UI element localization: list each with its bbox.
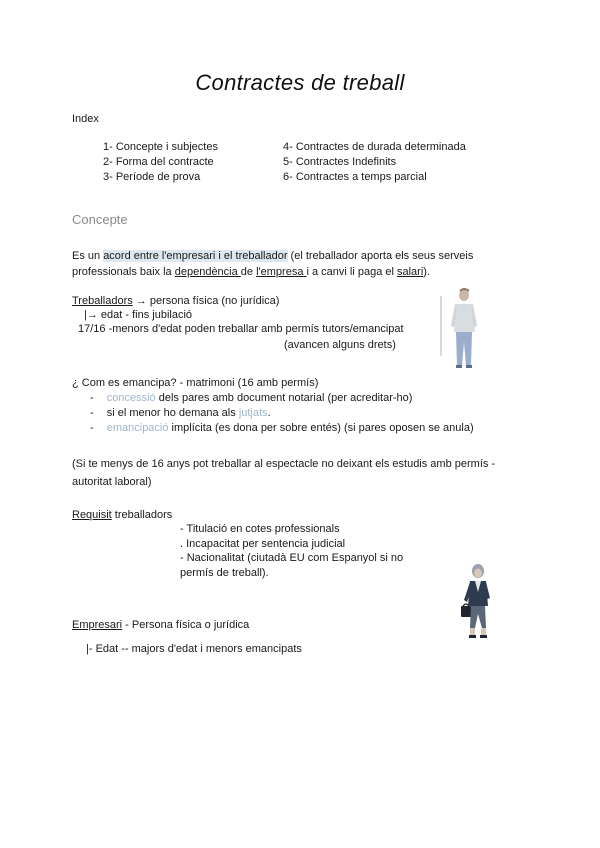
light-text: jutjats bbox=[238, 407, 268, 419]
businesswoman-figure-illustration bbox=[458, 562, 498, 642]
underlined-text: Requisit bbox=[72, 509, 112, 521]
concepte-paragraph-line1 bbox=[72, 249, 473, 263]
man-figure-illustration bbox=[436, 286, 484, 370]
index-label: Index bbox=[72, 113, 99, 125]
index-left-column bbox=[103, 140, 218, 185]
treballadors-line3: 17/16 -menors d'edat poden treballar amb permís tutors/emancipat bbox=[78, 323, 404, 335]
text: implícita (es dona per sobre entés) (si pares oposen se anula) bbox=[168, 422, 474, 434]
text: de bbox=[240, 266, 257, 278]
requisit-label-line bbox=[72, 508, 172, 522]
text: Es un bbox=[72, 250, 104, 262]
treballadors-line4: (avancen alguns drets) bbox=[284, 339, 396, 351]
requisit-item: - Titulació en cotes professionals bbox=[180, 523, 340, 535]
index-item: 3- Període de prova bbox=[103, 171, 201, 183]
note-line2: autoritat laboral) bbox=[72, 476, 152, 488]
text: ). bbox=[423, 266, 431, 278]
requisit-item: - Nacionalitat (ciutadà EU com Espanyol si no bbox=[180, 552, 404, 564]
section-heading-concepte: Concepte bbox=[72, 212, 128, 227]
light-text: concessió bbox=[106, 392, 156, 404]
page-title: Contractes de treball bbox=[195, 70, 405, 95]
index-item: 4- Contractes de durada determinada bbox=[283, 141, 466, 153]
bullet-dash: - bbox=[90, 422, 94, 434]
text: . bbox=[267, 407, 271, 419]
empresari-line2: |- Edat -- majors d'edat i menors emancipats bbox=[86, 643, 302, 655]
empresari-line1 bbox=[72, 618, 249, 632]
treballadors-line2: |→ edat - fins jubilació bbox=[84, 309, 193, 321]
text: - Persona física o jurídica bbox=[122, 619, 250, 631]
highlight-text: acord entre l'empresari i el treballador bbox=[103, 250, 288, 262]
underlined-text: Empresari bbox=[72, 619, 123, 631]
index-item: 5- Contractes Indefinits bbox=[283, 156, 397, 168]
text: treballadors bbox=[111, 509, 173, 521]
concepte-paragraph-line2 bbox=[72, 265, 430, 279]
text: si el menor ho demana als bbox=[106, 407, 239, 419]
text: (el treballador aporta els seus serveis bbox=[287, 250, 474, 262]
underlined-text: salari bbox=[397, 266, 424, 278]
emancipa-item bbox=[90, 421, 474, 435]
treballadors-line1 bbox=[72, 294, 279, 308]
underlined-text: dependència bbox=[174, 266, 241, 278]
requisit-list bbox=[180, 522, 403, 580]
bullet-dash: - bbox=[90, 407, 94, 419]
index-right-column bbox=[283, 140, 466, 185]
light-text: emancipació bbox=[106, 422, 169, 434]
text: dels pares amb document notarial (per acreditar-ho) bbox=[155, 392, 413, 404]
bullet-dash: - bbox=[90, 392, 94, 404]
index-item: 1- Concepte i subjectes bbox=[103, 141, 218, 153]
index-item: 6- Contractes a temps parcial bbox=[283, 171, 427, 183]
note-line1: (Si te menys de 16 anys pot treballar al espectacle no deixant els estudis amb permís - bbox=[72, 458, 496, 470]
emancipa-item bbox=[90, 406, 271, 420]
underlined-text: Treballadors bbox=[72, 295, 133, 307]
emancipa-item bbox=[90, 391, 412, 405]
text: professionals baix la bbox=[72, 266, 175, 278]
underlined-text: l'empresa bbox=[256, 266, 307, 278]
index-item: 2- Forma del contracte bbox=[103, 156, 214, 168]
requisit-item: . Incapacitat per sentencia judicial bbox=[180, 537, 346, 550]
emancipa-question: ¿ Com es emancipa? - matrimoni (16 amb permís) bbox=[72, 377, 319, 389]
text: → persona física (no jurídica) bbox=[132, 295, 280, 307]
text: i a canvi li paga el bbox=[306, 266, 397, 278]
requisit-item: permís de treball). bbox=[180, 566, 269, 579]
